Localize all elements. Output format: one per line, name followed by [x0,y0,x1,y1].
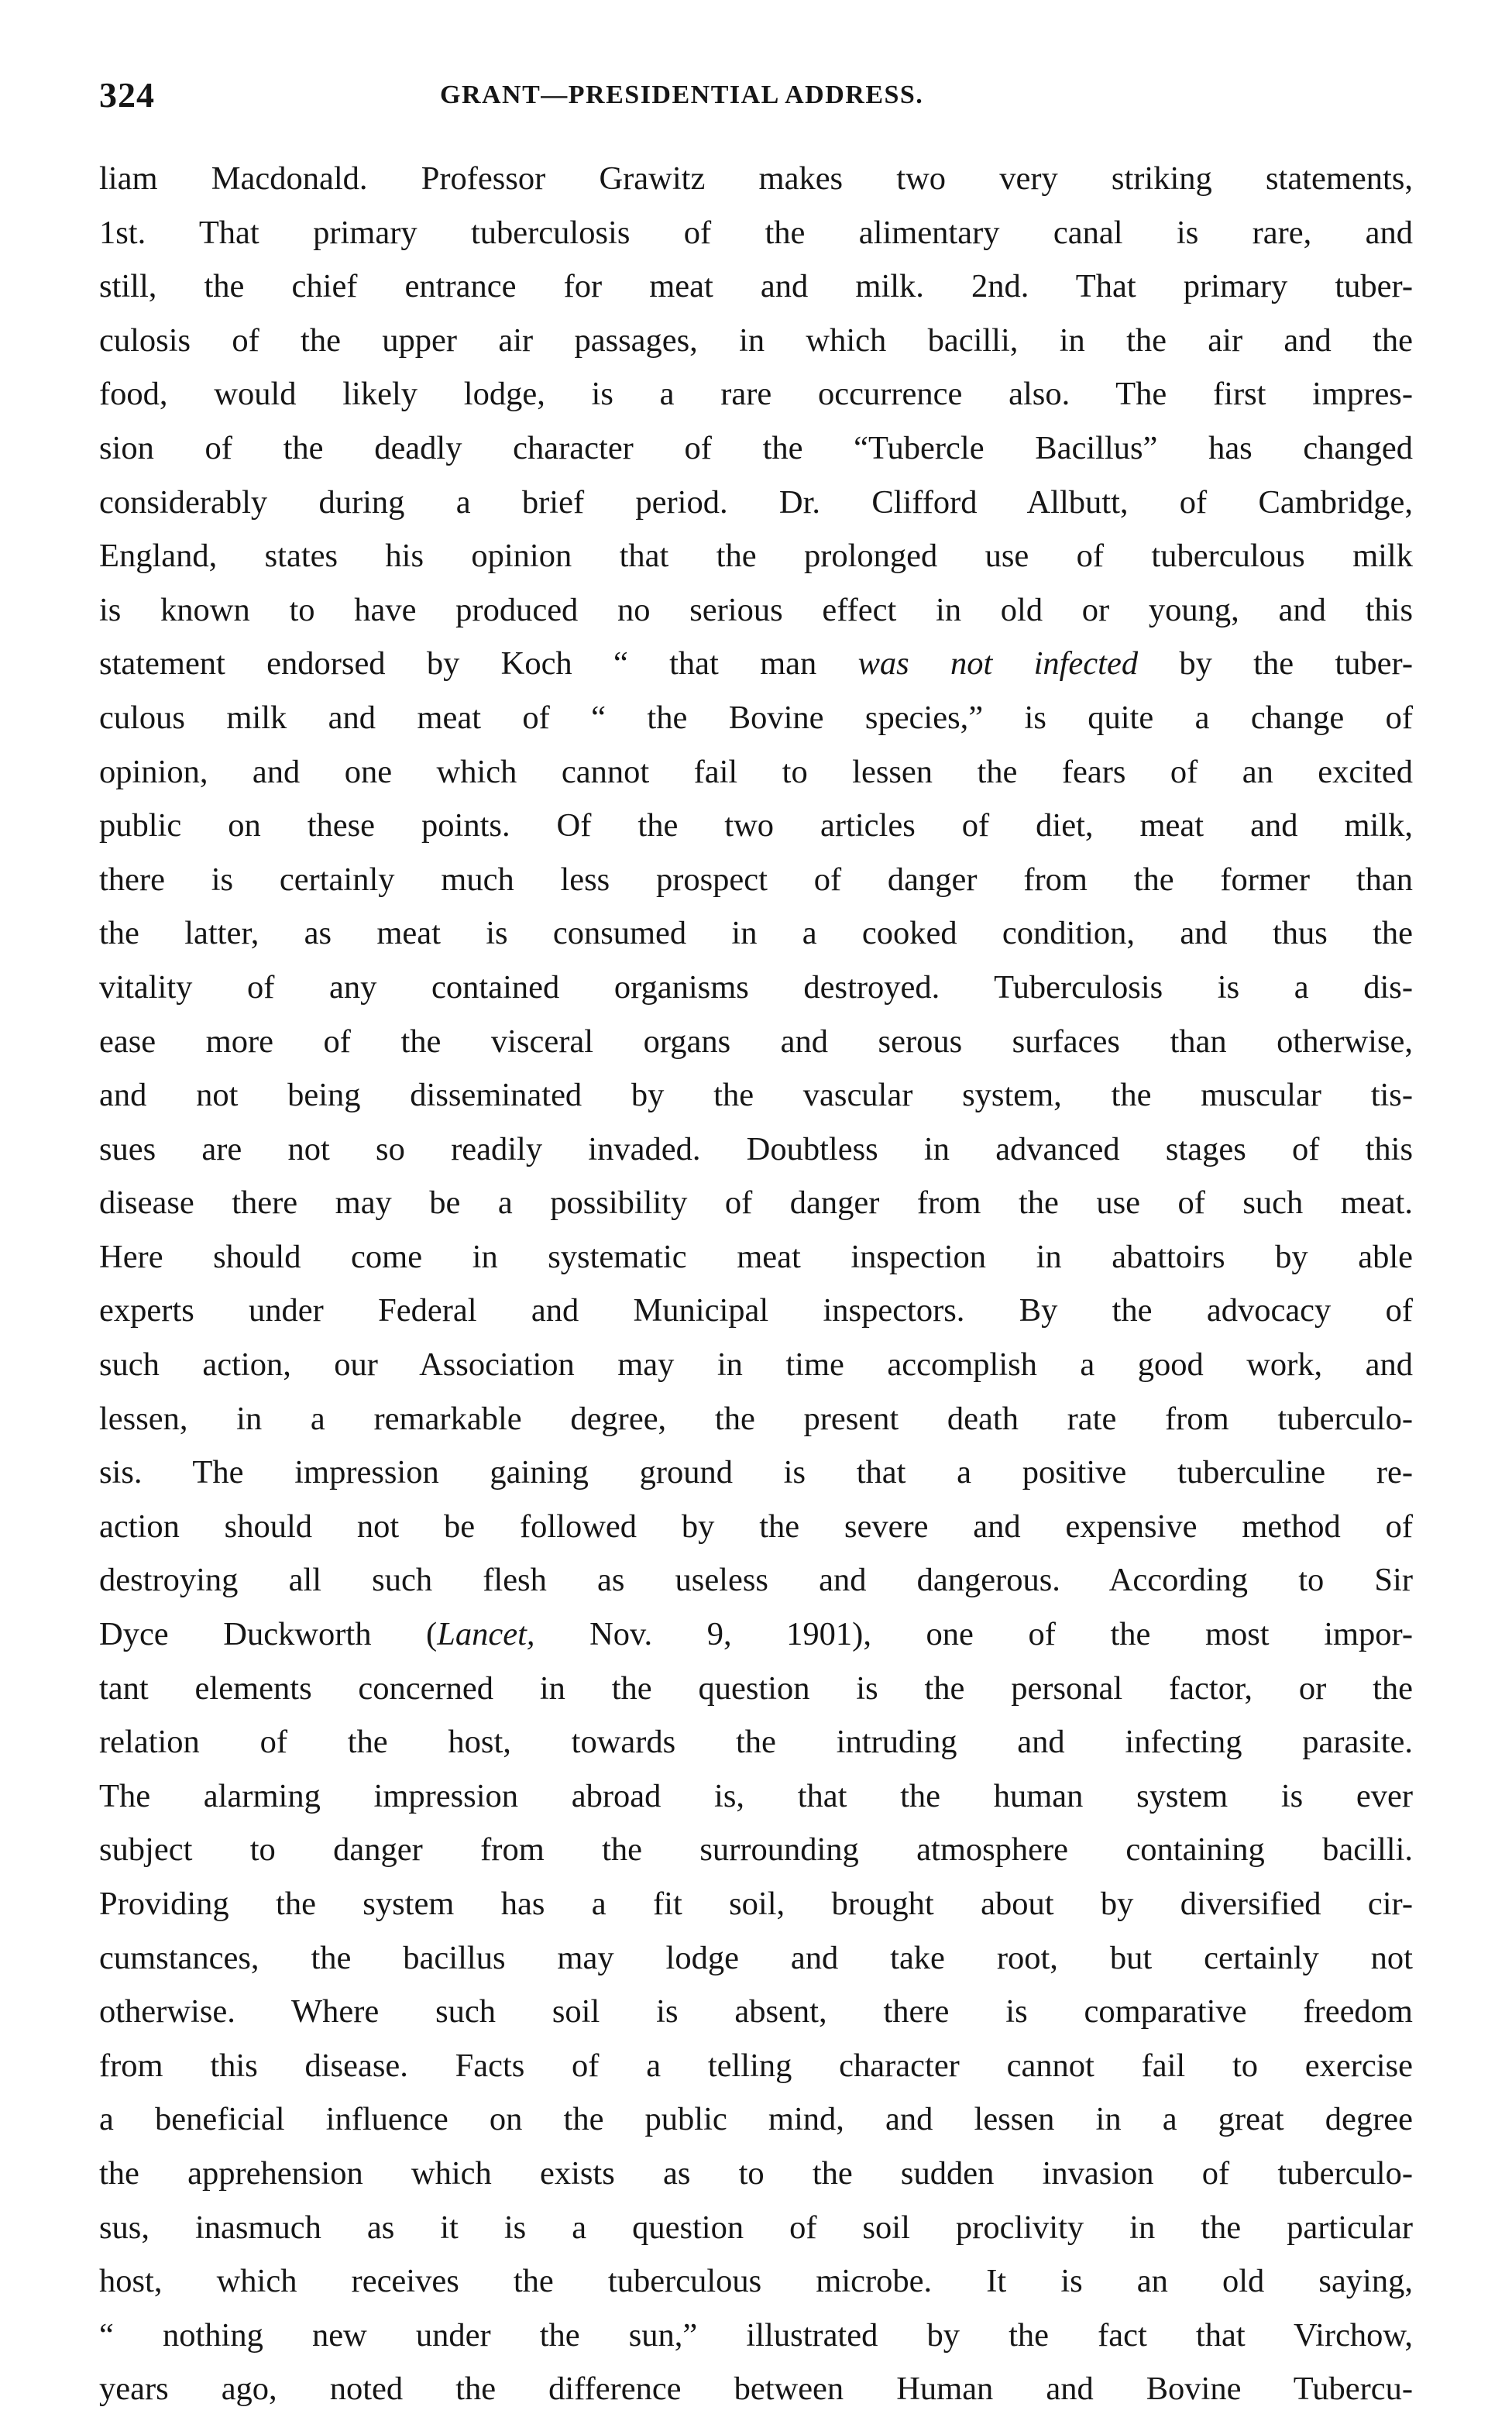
text-line-37: a beneficial influence on the public mind, and lessen in a great degree [99,2101,1413,2138]
text-line-10 [99,637,1413,691]
text-line-4: culosis of the upper air passages, in which bacilli, in the air and the [99,321,1413,359]
text-line-3: still, the chief entrance for meat and milk. 2nd. That primary tuber- [99,268,1413,305]
text-line-17: ease more of the visceral organs and serous surfaces than otherwise, [99,1023,1413,1060]
text-line-1: liam Macdonald. Professor Grawitz makes two very striking statements, [99,160,1413,197]
text-line-40: host, which receives the tuberculous microbe. It is an old saying, [99,2263,1413,2300]
text-line-2: 1st. That primary tuberculosis of the alimentary canal is rare, and [99,214,1413,251]
running-title: GRANT—PRESIDENTIAL ADDRESS. [440,81,924,109]
text-line-26: action should not be followed by the severe and expensive method of [99,1508,1413,1545]
text-line-11: culous milk and meat of “ the Bovine species,” is quite a change of [99,699,1413,736]
italic-citation-lancet: Lancet, [437,1616,535,1653]
text-line-41: “ nothing new under the sun,” illustrated by the fact that Virchow, [99,2316,1413,2354]
text-line-34: cumstances, the bacillus may lodge and take root, but certainly not [99,1939,1413,1976]
text-line-24: lessen, in a remarkable degree, the present death rate from tuberculo- [99,1400,1413,1437]
text-line-30: relation of the host, towards the intruding and infecting parasite. [99,1724,1413,1761]
text-line-19: sues are not so readily invaded. Doubtless in advanced stages of this [99,1130,1413,1167]
text-line-10-start: statement endorsed by Koch “ that man [99,645,858,683]
text-line-21: Here should come in systematic meat inspection in abattoirs by able [99,1238,1413,1275]
text-line-15: the latter, as meat is consumed in a cooked condition, and thus the [99,915,1413,952]
text-line-29: tant elements concerned in the question is the personal factor, or the [99,1669,1413,1707]
text-line-8: England, states his opinion that the prolonged use of tuberculous milk [99,538,1413,575]
text-line-13: public on these points. Of the two articles of diet, meat and milk, [99,807,1413,844]
text-line-14: there is certainly much less prospect of danger from the former than [99,861,1413,898]
text-line-23: such action, our Association may in time accomplish a good work, and [99,1346,1413,1384]
running-head [99,68,1413,122]
text-line-16: vitality of any contained organisms destroyed. Tuberculosis is a dis- [99,968,1413,1006]
text-line-42: years ago, noted the difference between Human and Bovine Tubercu- [99,2371,1413,2408]
text-line-22: experts under Federal and Municipal inspectors. By the advocacy of [99,1292,1413,1329]
text-line-28 [99,1607,1413,1662]
body-text [99,152,1413,2416]
italic-phrase-was-not-infected: was not infected [857,645,1139,683]
text-line-7: considerably during a brief period. Dr. Clifford Allbutt, of Cambridge, [99,483,1413,521]
text-line-28-start: Dyce Duckworth ( [99,1616,438,1653]
text-line-18: and not being disseminated by the vascular system, the muscular tis- [99,1077,1413,1114]
text-line-35: otherwise. Where such soil is absent, there is comparative freedom [99,1993,1413,2030]
text-line-39: sus, inasmuch as it is a question of soil proclivity in the particular [99,2209,1413,2246]
text-line-28-end: Nov. 9, 1901), one of the most impor- [534,1616,1414,1653]
page-number: 324 [99,75,155,115]
text-line-27: destroying all such flesh as useless and dangerous. According to Sir [99,1562,1413,1599]
text-line-9: is known to have produced no serious effect in old or young, and this [99,591,1413,628]
text-line-20: disease there may be a possibility of danger from the use of such meat. [99,1185,1413,1222]
text-line-12: opinion, and one which cannot fail to lessen the fears of an excited [99,753,1413,790]
text-line-36: from this disease. Facts of a telling character cannot fail to exercise [99,2047,1413,2084]
text-line-10-end: by the tuber- [1138,645,1413,683]
text-line-6: sion of the deadly character of the “Tubercle Bacillus” has changed [99,429,1413,466]
text-line-25: sis. The impression gaining ground is that a positive tuberculine re- [99,1454,1413,1491]
text-line-31: The alarming impression abroad is, that the human system is ever [99,1777,1413,1814]
text-line-5: food, would likely lodge, is a rare occurrence also. The first impres- [99,376,1413,413]
text-line-33: Providing the system has a fit soil, brought about by diversified cir- [99,1886,1413,1922]
text-line-38: the apprehension which exists as to the sudden invasion of tuberculo- [99,2154,1413,2192]
text-line-32: subject to danger from the surrounding atmosphere containing bacilli. [99,1831,1413,1869]
